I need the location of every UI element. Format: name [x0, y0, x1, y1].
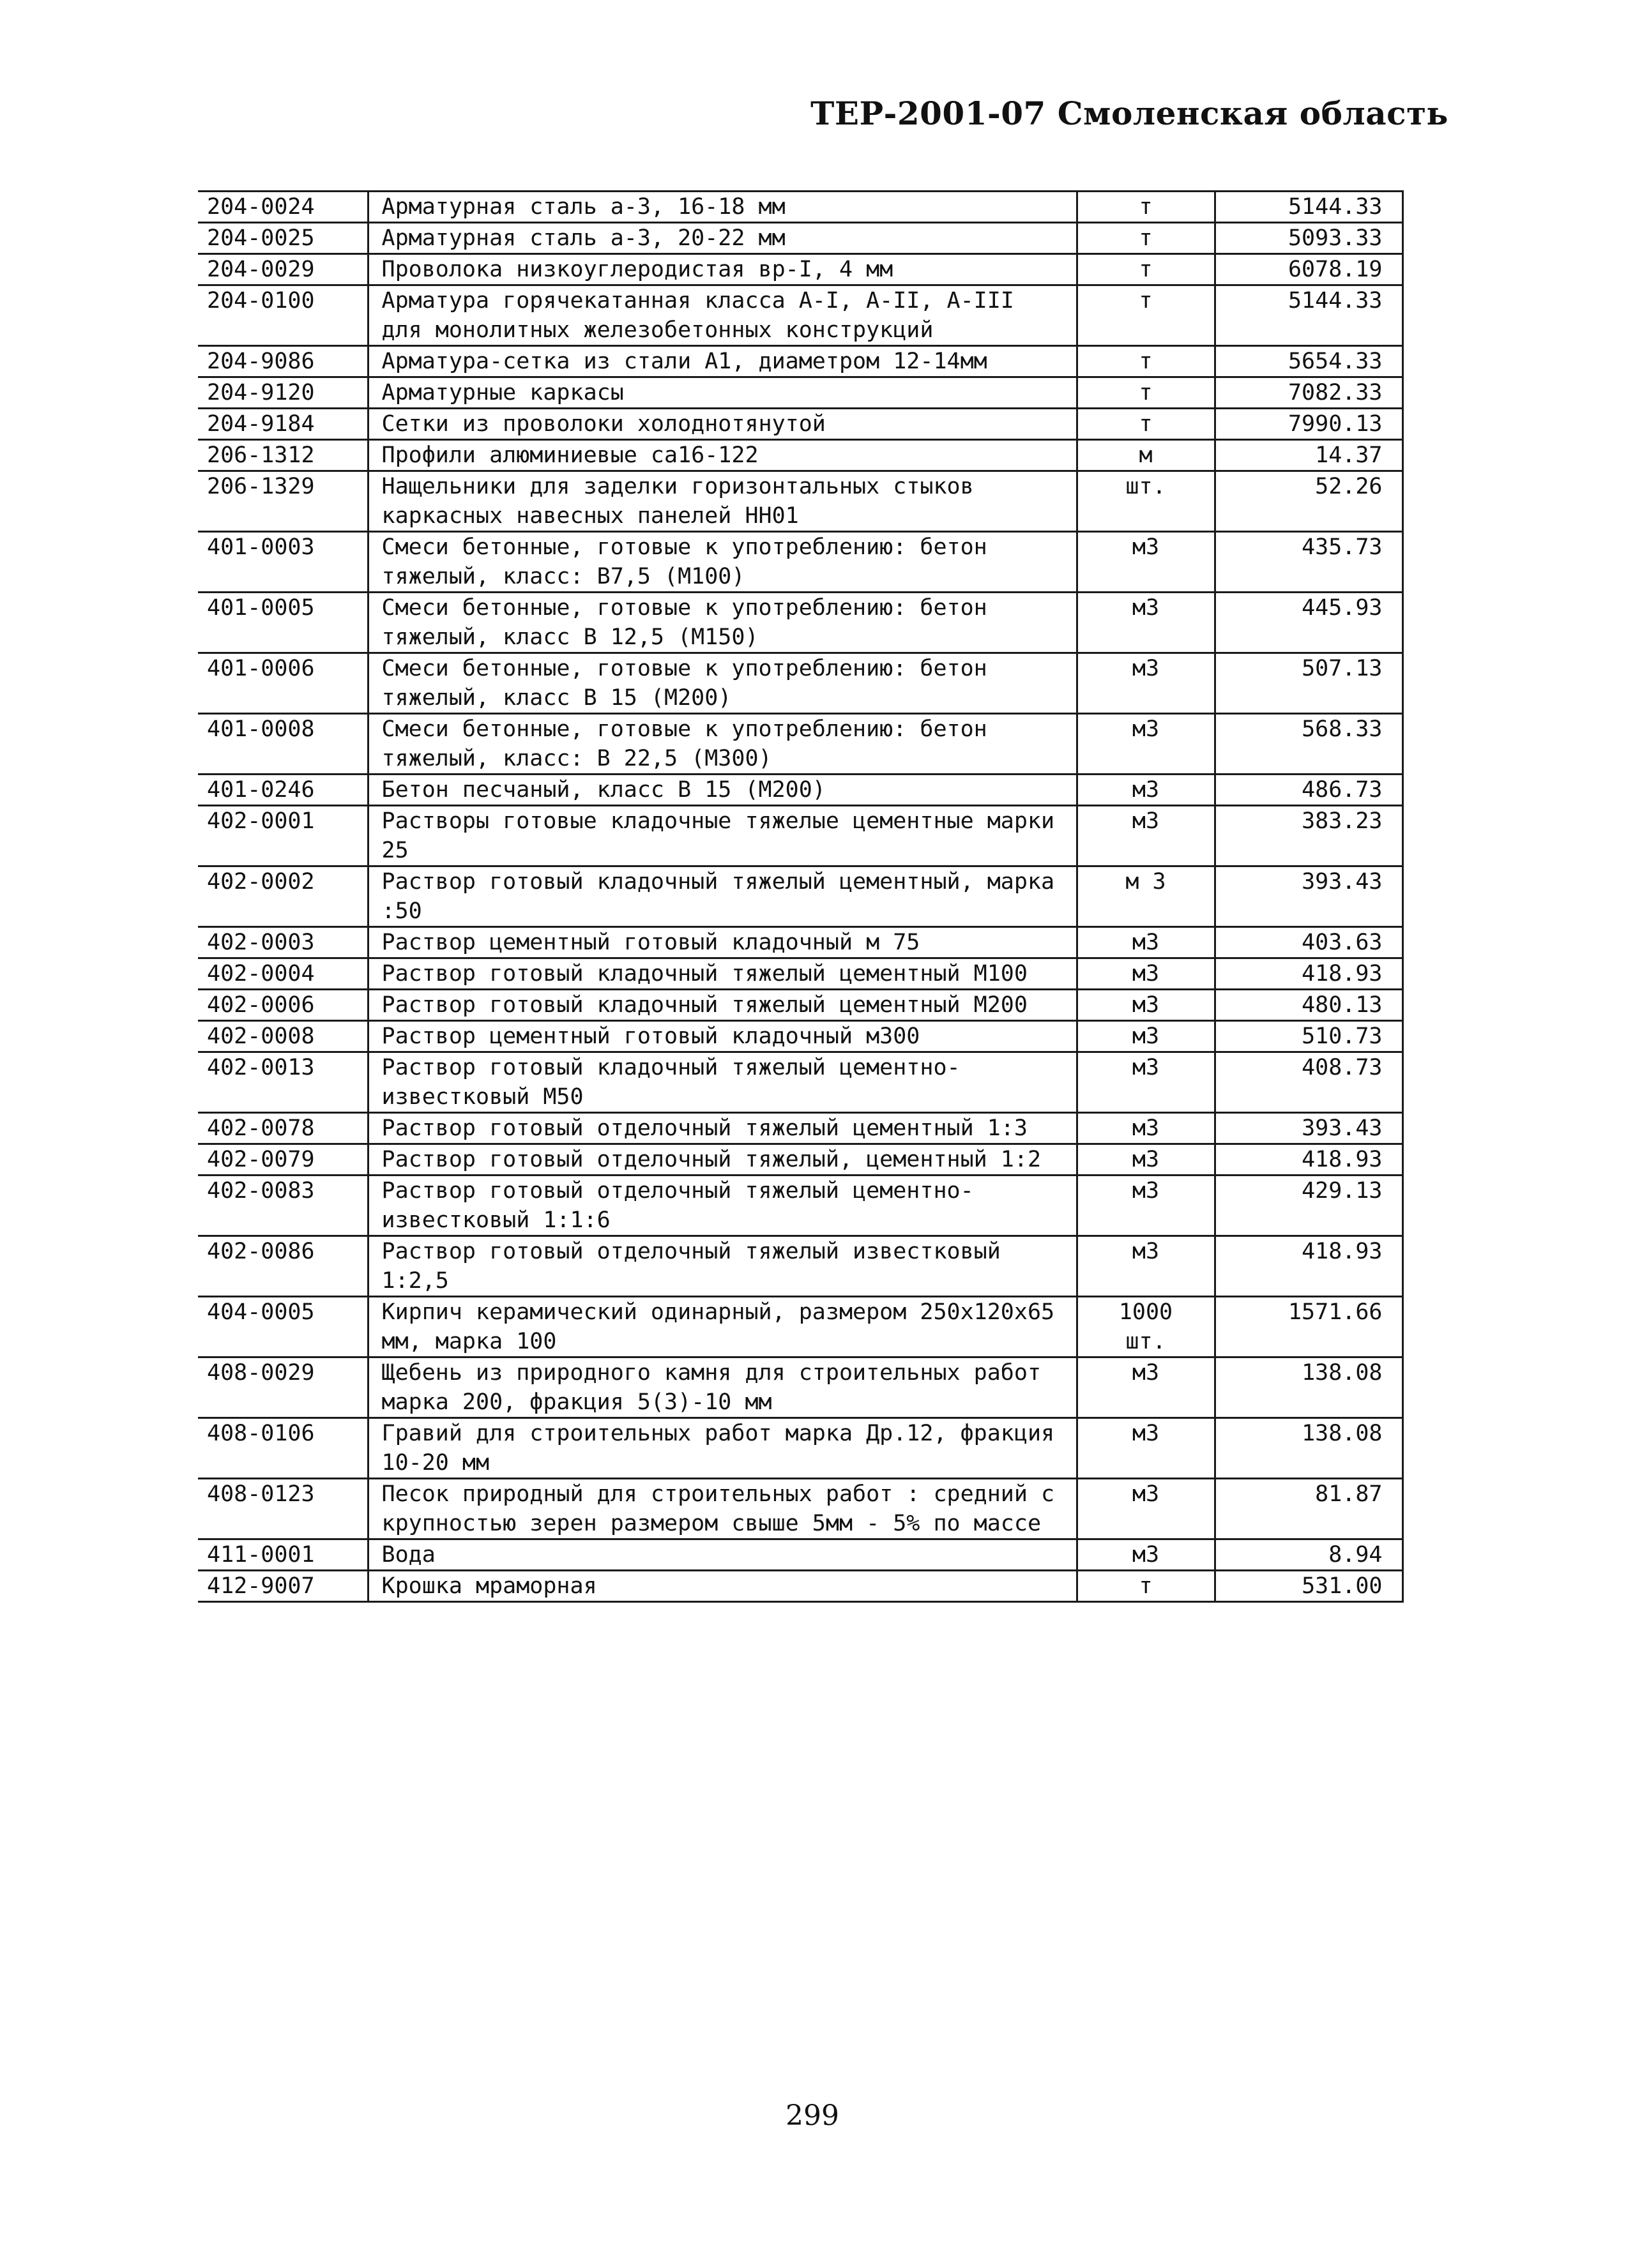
item-name: Раствор готовый кладочный тяжелый цементный М200 — [368, 990, 1077, 1021]
item-price: 7082.33 — [1215, 377, 1402, 409]
item-unit: м3 — [1077, 1236, 1215, 1297]
item-name: Раствор цементный готовый кладочный м300 — [368, 1021, 1077, 1052]
item-price: 1571.66 — [1215, 1297, 1402, 1357]
item-price: 81.87 — [1215, 1479, 1402, 1539]
item-name: Арматурная сталь а-3, 20-22 мм — [368, 223, 1077, 254]
item-unit: т — [1077, 409, 1215, 440]
item-code: 408-0106 — [198, 1418, 368, 1479]
item-name: Раствор готовый отделочный тяжелый, цементный 1:2 — [368, 1144, 1077, 1176]
item-code: 204-9184 — [198, 409, 368, 440]
item-unit: м3 — [1077, 806, 1215, 866]
table-row — [198, 775, 1402, 806]
item-unit: м3 — [1077, 1176, 1215, 1236]
item-unit: м3 — [1077, 990, 1215, 1021]
item-code: 408-0123 — [198, 1479, 368, 1539]
item-unit: 1000 шт. — [1077, 1297, 1215, 1357]
item-price: 52.26 — [1215, 471, 1402, 532]
item-name: Смеси бетонные, готовые к употреблению: бетон тяжелый, класс: В 22,5 (М300) — [368, 714, 1077, 775]
table-row — [198, 223, 1402, 254]
item-name: Нащельники для заделки горизонтальных стыков каркасных навесных панелей НН01 — [368, 471, 1077, 532]
item-code: 401-0005 — [198, 593, 368, 653]
item-unit: м3 — [1077, 775, 1215, 806]
item-name: Сетки из проволоки холоднотянутой — [368, 409, 1077, 440]
item-unit: м3 — [1077, 714, 1215, 775]
item-unit: м3 — [1077, 1113, 1215, 1144]
page-number: 299 — [786, 2099, 839, 2132]
item-unit: м3 — [1077, 958, 1215, 990]
item-code: 206-1312 — [198, 440, 368, 471]
table-row — [198, 1113, 1402, 1144]
item-name: Раствор готовый кладочный тяжелый цементный М100 — [368, 958, 1077, 990]
item-code: 412-9007 — [198, 1571, 368, 1602]
table-row — [198, 593, 1402, 653]
item-unit: м3 — [1077, 653, 1215, 714]
item-name: Кирпич керамический одинарный, размером 250x120x65 мм, марка 100 — [368, 1297, 1077, 1357]
item-price: 429.13 — [1215, 1176, 1402, 1236]
item-price: 6078.19 — [1215, 254, 1402, 285]
item-unit: т — [1077, 285, 1215, 346]
table-row — [198, 1357, 1402, 1418]
table-body — [198, 192, 1402, 1602]
item-price: 403.63 — [1215, 927, 1402, 958]
table-row — [198, 192, 1402, 223]
item-code: 206-1329 — [198, 471, 368, 532]
table-row — [198, 927, 1402, 958]
item-unit: м — [1077, 440, 1215, 471]
item-price: 418.93 — [1215, 958, 1402, 990]
item-name: Смеси бетонные, готовые к употреблению: бетон тяжелый, класс В 15 (М200) — [368, 653, 1077, 714]
item-price: 7990.13 — [1215, 409, 1402, 440]
item-name: Профили алюминиевые са16-122 — [368, 440, 1077, 471]
item-code: 402-0079 — [198, 1144, 368, 1176]
item-price: 418.93 — [1215, 1144, 1402, 1176]
item-price: 393.43 — [1215, 1113, 1402, 1144]
item-price: 393.43 — [1215, 866, 1402, 927]
item-price: 531.00 — [1215, 1571, 1402, 1602]
item-unit: м3 — [1077, 532, 1215, 593]
item-name: Смеси бетонные, готовые к употреблению: бетон тяжелый, класс: В7,5 (М100) — [368, 532, 1077, 593]
table-row — [198, 1176, 1402, 1236]
item-code: 402-0004 — [198, 958, 368, 990]
item-price: 138.08 — [1215, 1357, 1402, 1418]
table-row — [198, 254, 1402, 285]
item-name: Щебень из природного камня для строительных работ марка 200, фракция 5(3)-10 мм — [368, 1357, 1077, 1418]
table-row — [198, 653, 1402, 714]
item-name: Арматура горячекатанная класса А-I, А-II, А-III для монолитных железобетонных конструкций — [368, 285, 1077, 346]
table-row — [198, 1418, 1402, 1479]
item-code: 402-0078 — [198, 1113, 368, 1144]
item-name: Раствор цементный готовый кладочный м 75 — [368, 927, 1077, 958]
item-price: 445.93 — [1215, 593, 1402, 653]
item-name: Бетон песчаный, класс В 15 (М200) — [368, 775, 1077, 806]
item-code: 204-0024 — [198, 192, 368, 223]
table-row — [198, 1539, 1402, 1571]
item-price: 8.94 — [1215, 1539, 1402, 1571]
item-name: Раствор готовый отделочный тяжелый известковый 1:2,5 — [368, 1236, 1077, 1297]
table-row — [198, 1571, 1402, 1602]
item-unit: м3 — [1077, 1479, 1215, 1539]
item-unit: м3 — [1077, 1052, 1215, 1113]
item-price: 486.73 — [1215, 775, 1402, 806]
item-price: 138.08 — [1215, 1418, 1402, 1479]
item-name: Арматура-сетка из стали А1, диаметром 12-14мм — [368, 346, 1077, 377]
item-name: Раствор готовый отделочный тяжелый цементный 1:3 — [368, 1113, 1077, 1144]
item-price: 510.73 — [1215, 1021, 1402, 1052]
item-unit: т — [1077, 254, 1215, 285]
table-row — [198, 1052, 1402, 1113]
item-price: 5654.33 — [1215, 346, 1402, 377]
item-unit: м 3 — [1077, 866, 1215, 927]
item-unit: т — [1077, 192, 1215, 223]
item-name: Смеси бетонные, готовые к употреблению: бетон тяжелый, класс В 12,5 (М150) — [368, 593, 1077, 653]
item-unit: м3 — [1077, 1539, 1215, 1571]
item-name: Раствор готовый кладочный тяжелый цементно-известковый М50 — [368, 1052, 1077, 1113]
item-code: 402-0086 — [198, 1236, 368, 1297]
item-name: Крошка мраморная — [368, 1571, 1077, 1602]
table-row — [198, 866, 1402, 927]
item-code: 402-0083 — [198, 1176, 368, 1236]
table-row — [198, 990, 1402, 1021]
item-code: 204-9086 — [198, 346, 368, 377]
item-code: 402-0013 — [198, 1052, 368, 1113]
table-row — [198, 1144, 1402, 1176]
table-row — [198, 471, 1402, 532]
table-row — [198, 409, 1402, 440]
item-name: Вода — [368, 1539, 1077, 1571]
item-name: Раствор готовый отделочный тяжелый цементно-известковый 1:1:6 — [368, 1176, 1077, 1236]
item-code: 401-0008 — [198, 714, 368, 775]
item-price: 507.13 — [1215, 653, 1402, 714]
price-table — [198, 190, 1404, 1603]
item-name: Арматурные каркасы — [368, 377, 1077, 409]
item-code: 411-0001 — [198, 1539, 368, 1571]
page-title: ТЕР-2001-07 Смоленская область — [810, 94, 1448, 132]
table-row — [198, 1479, 1402, 1539]
table-row — [198, 958, 1402, 990]
table-row — [198, 1021, 1402, 1052]
item-code: 408-0029 — [198, 1357, 368, 1418]
item-price: 383.23 — [1215, 806, 1402, 866]
item-code: 401-0006 — [198, 653, 368, 714]
item-unit: м3 — [1077, 1418, 1215, 1479]
table-row — [198, 285, 1402, 346]
item-name: Гравий для строительных работ марка Др.12, фракция 10-20 мм — [368, 1418, 1077, 1479]
item-code: 402-0002 — [198, 866, 368, 927]
item-name: Песок природный для строительных работ : средний с крупностью зерен размером свыше 5мм - 5% по массе — [368, 1479, 1077, 1539]
item-code: 402-0003 — [198, 927, 368, 958]
item-code: 204-9120 — [198, 377, 368, 409]
item-price: 435.73 — [1215, 532, 1402, 593]
item-price: 480.13 — [1215, 990, 1402, 1021]
item-unit: м3 — [1077, 1021, 1215, 1052]
item-price: 418.93 — [1215, 1236, 1402, 1297]
table-row — [198, 1236, 1402, 1297]
item-code: 204-0025 — [198, 223, 368, 254]
table-row — [198, 377, 1402, 409]
item-price: 5093.33 — [1215, 223, 1402, 254]
item-code: 401-0246 — [198, 775, 368, 806]
item-code: 402-0006 — [198, 990, 368, 1021]
item-unit: м3 — [1077, 1357, 1215, 1418]
item-code: 204-0029 — [198, 254, 368, 285]
table-row — [198, 532, 1402, 593]
item-code: 401-0003 — [198, 532, 368, 593]
table-row — [198, 806, 1402, 866]
item-unit: м3 — [1077, 1144, 1215, 1176]
item-name: Арматурная сталь а-3, 16-18 мм — [368, 192, 1077, 223]
item-code: 204-0100 — [198, 285, 368, 346]
item-name: Растворы готовые кладочные тяжелые цементные марки 25 — [368, 806, 1077, 866]
item-price: 5144.33 — [1215, 192, 1402, 223]
item-price: 5144.33 — [1215, 285, 1402, 346]
table-row — [198, 440, 1402, 471]
item-unit: т — [1077, 223, 1215, 254]
item-name: Раствор готовый кладочный тяжелый цементный, марка :50 — [368, 866, 1077, 927]
table-row — [198, 1297, 1402, 1357]
item-price: 568.33 — [1215, 714, 1402, 775]
item-unit: т — [1077, 377, 1215, 409]
item-unit: т — [1077, 1571, 1215, 1602]
item-code: 404-0005 — [198, 1297, 368, 1357]
item-code: 402-0001 — [198, 806, 368, 866]
item-price: 14.37 — [1215, 440, 1402, 471]
item-name: Проволока низкоуглеродистая вр-I, 4 мм — [368, 254, 1077, 285]
table-row — [198, 346, 1402, 377]
item-price: 408.73 — [1215, 1052, 1402, 1113]
item-code: 402-0008 — [198, 1021, 368, 1052]
item-unit: м3 — [1077, 927, 1215, 958]
item-unit: м3 — [1077, 593, 1215, 653]
item-unit: шт. — [1077, 471, 1215, 532]
table-row — [198, 714, 1402, 775]
item-unit: т — [1077, 346, 1215, 377]
